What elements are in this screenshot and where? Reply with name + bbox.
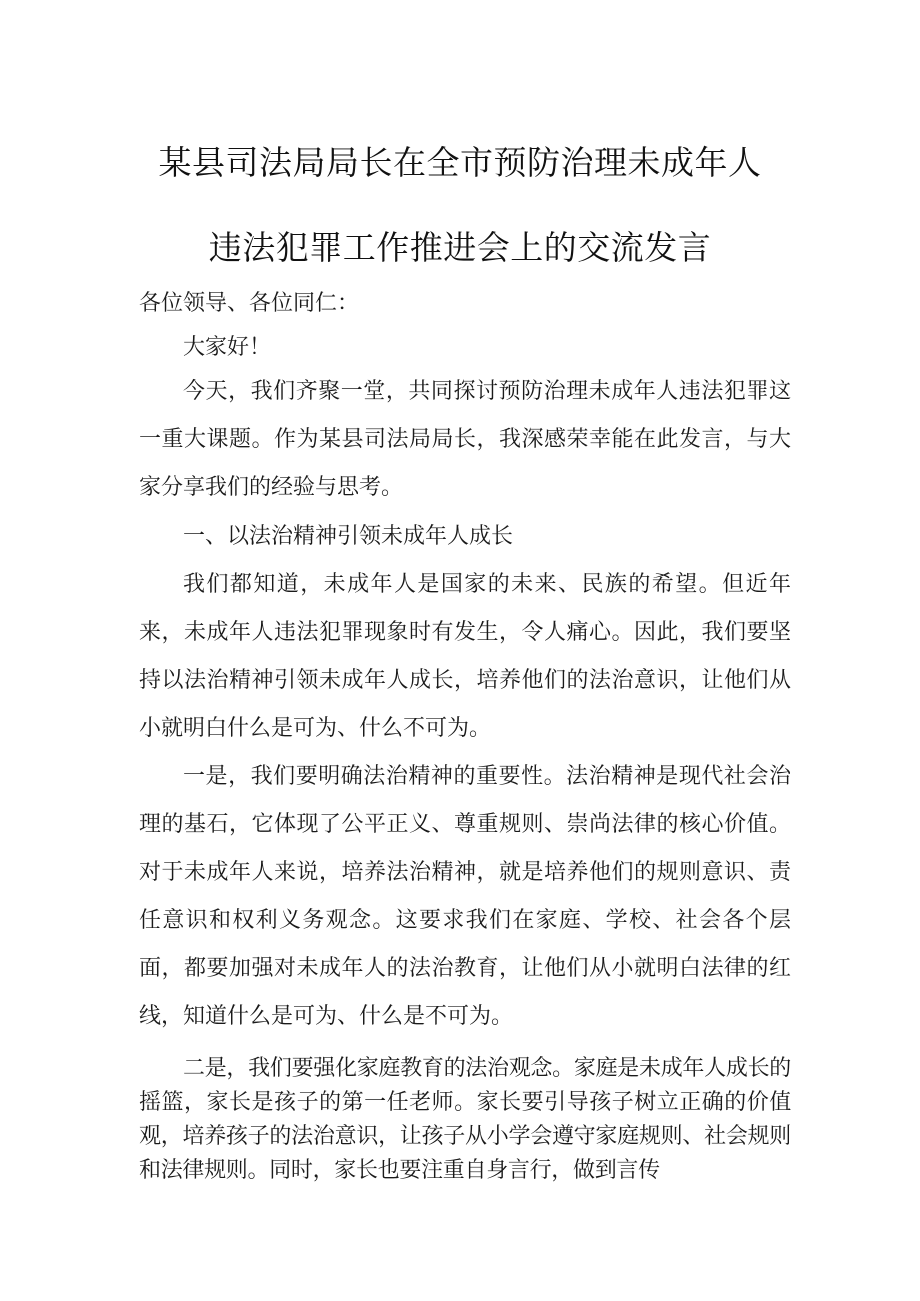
paragraph-point-2: 二是，我们要强化家庭教育的法治观念。家庭是未成年人成长的摇篮，家长是孩子的第一任老师。家长要引导孩子树立正确的价值观，培养孩子的法治意识，让孩子从小学会遵守家庭规则、社会规则和法律规则。同时，家长也要注重自身言行，做到言传 [139, 1056, 791, 1183]
document-title-line-2: 违法犯罪工作推进会上的交流发言 [208, 228, 712, 267]
document-title-line-1: 某县司法局局长在全市预防治理未成年人 [158, 143, 762, 182]
salutation: 各位领导、各位同仁： [139, 291, 360, 316]
paragraph-point-1: 一是，我们要明确法治精神的重要性。法治精神是现代社会治理的基石，它体现了公平正义、尊重规则、崇尚法律的核心价值。对于未成年人来说，培养法治精神，就是培养他们的规则意识、责任意识和权利义务观念。这要求我们在家庭、学校、社会各个层面，都要加强对未成年人的法治教育，让他们从小就明白法律的红线，知道什么是可为、什么是不可为。 [139, 764, 791, 1029]
greeting: 大家好！ [183, 335, 272, 360]
paragraph-intro: 今天，我们齐聚一堂，共同探讨预防治理未成年人违法犯罪这一重大课题。作为某县司法局局长，我深感荣幸能在此发言，与大家分享我们的经验与思考。 [139, 379, 791, 500]
paragraph-section-1: 我们都知道，未成年人是国家的未来、民族的希望。但近年来，未成年人违法犯罪现象时有发生，令人痛心。因此，我们要坚持以法治精神引领未成年人成长，培养他们的法治意识，让他们从小就明白什么是可为、什么不可为。 [139, 572, 791, 741]
section-heading-1: 一、以法治精神引领未成年人成长 [183, 524, 514, 549]
